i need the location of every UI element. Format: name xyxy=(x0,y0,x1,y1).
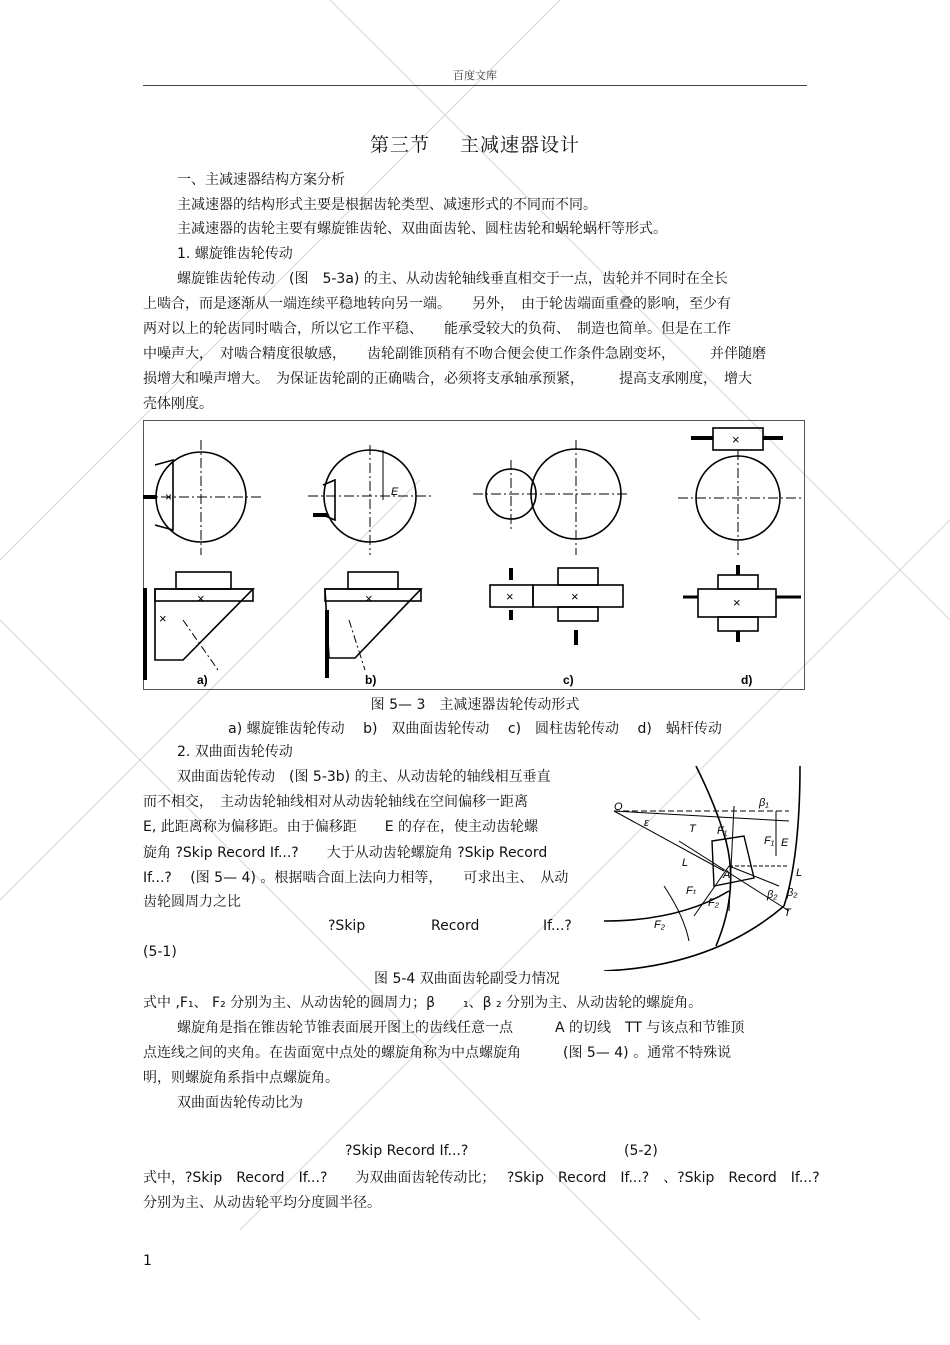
fig54-label-f1: F₁ xyxy=(717,825,728,837)
figure-5-3-caption: 图 5— 3 主减速器齿轮传动形式 xyxy=(370,697,580,713)
para-line: 明，则螺旋角系指中点螺旋角。 xyxy=(143,1070,339,1086)
offset-e-label: E xyxy=(391,486,399,498)
title-name: 主减速器设计 xyxy=(460,134,581,156)
fig54-label-beta1: β₁ xyxy=(759,797,769,809)
section2-sub2: 2. 双曲面齿轮传动 xyxy=(177,744,293,760)
fig54-label-l2: L xyxy=(796,867,803,879)
para-line: E, 此距离称为偏移距。由于偏移距 E 的存在，使主动齿轮螺 xyxy=(143,819,539,835)
svg-text:×: × xyxy=(733,595,741,610)
equation-number-5-1: (5-1) xyxy=(143,944,177,960)
skip-word: Record xyxy=(431,918,480,934)
para-line: 齿轮圆周力之比 xyxy=(143,894,241,910)
svg-text:×: × xyxy=(159,611,167,626)
para-line: 双曲面齿轮传动 (图 5-3b) 的主、从动齿轮的轴线相互垂直 xyxy=(177,769,551,785)
para-line: 两对以上的轮齿同时啮合，所以它工作平稳、 能承受较大的负荷、 制造也简单。但是在工作 xyxy=(143,321,731,337)
para-line: 式中，?Skip Record If...? 为双曲面齿轮传动比； ?Skip Record If...? 、?Skip Record If...? xyxy=(143,1170,820,1186)
fig54-label-beta2b: β₂ xyxy=(787,887,798,899)
para-line: 分别为主、从动齿轮平均分度圆半径。 xyxy=(143,1195,381,1211)
figure-5-4-caption: 图 5-4 双曲面齿轮副受力情况 xyxy=(374,971,560,987)
para-line: 螺旋锥齿轮传动 (图 5-3a) 的主、从动齿轮轴线垂直相交于一点，齿轮并不同时在全长 xyxy=(177,271,728,287)
para-line: 螺旋角是指在锥齿轮节锥表面展开图上的齿线任意一点 A 的切线 TT 与该点和节锥顶 xyxy=(177,1020,745,1036)
para-line: If...? (图 5— 4) 。根据啮合面上法向力相等， 可求出主、 从动 xyxy=(143,870,569,886)
para-line: 双曲面齿轮传动比为 xyxy=(177,1095,303,1111)
svg-text:×: × xyxy=(365,591,373,606)
fig54-label-l1: L xyxy=(682,857,689,869)
header-rule xyxy=(143,85,807,86)
section1-heading: 一、主减速器结构方案分析 xyxy=(177,172,345,188)
fig54-label-t1: T xyxy=(689,823,696,835)
figure-label-a: a) xyxy=(197,673,208,687)
para-line: 而不相交， 主动齿轮轴线相对从动齿轮轴线在空间偏移一距离 xyxy=(143,794,528,810)
svg-text:×: × xyxy=(197,591,205,606)
fig54-label-o: O xyxy=(614,801,623,813)
svg-text:×: × xyxy=(732,432,740,447)
fig54-label-f2: F₂ xyxy=(708,897,719,909)
figure-5-3-gear-drives xyxy=(143,420,805,690)
para-line: 点连线之间的夹角。在齿面宽中点处的螺旋角称为中点螺旋角 (图 5— 4) 。通常不特殊说 xyxy=(143,1045,732,1061)
para-line: 中噪声大， 对啮合精度很敏感， 齿轮副锥顶稍有不吻合便会使工作条件急剧变坏， 并伴随磨 xyxy=(143,346,766,362)
fig54-label-t2: T xyxy=(784,907,791,919)
para-line: 旋角 ?Skip Record If...? 大于从动齿轮螺旋角 ?Skip Record xyxy=(143,845,548,861)
skip-word: If...? xyxy=(543,918,572,934)
fig54-label-a: A xyxy=(723,869,731,881)
fig54-label-ft: Fₜ xyxy=(686,885,696,897)
para-line: 上啮合，而是逐渐从一端连续平稳地转向另一端。 另外， 由于轮齿端面重叠的影响，至少有 xyxy=(143,296,731,312)
title-section: 第三节 xyxy=(369,134,430,156)
fig54-label-f1b: F₁ xyxy=(764,835,775,847)
svg-text:×: × xyxy=(571,589,579,604)
page-number: 1 xyxy=(143,1253,152,1269)
fig54-label-e: E xyxy=(781,837,789,849)
figure-label-b: b) xyxy=(365,673,377,687)
para-line: 壳体刚度。 xyxy=(143,396,213,412)
figure-5-4-force-diagram xyxy=(604,766,804,971)
section1-p2: 主减速器的齿轮主要有螺旋锥齿轮、双曲面齿轮、圆柱齿轮和蜗轮蜗杆等形式。 xyxy=(177,221,667,237)
para-line: 式中 ,F₁、 F₂ 分别为主、从动齿轮的圆周力；β ₁、β ₂ 分别为主、从动齿轮的螺旋角。 xyxy=(143,995,703,1011)
skip-word: ?Skip xyxy=(328,918,366,934)
page-title xyxy=(0,130,950,157)
equation-5-2-skip: ?Skip Record If...? xyxy=(345,1143,469,1159)
svg-text:×: × xyxy=(165,490,173,504)
fig54-label-beta2: β₂ xyxy=(767,889,778,901)
fig54-label-eps: ε xyxy=(644,817,649,829)
fig54-label-f2b: F₂ xyxy=(654,919,665,931)
svg-text:×: × xyxy=(506,589,514,604)
section1-p1: 主减速器的结构形式主要是根据齿轮类型、减速形式的不同而不同。 xyxy=(177,197,597,213)
equation-number-5-2: (5-2) xyxy=(624,1143,658,1159)
section1-sub1: 1. 螺旋锥齿轮传动 xyxy=(177,246,293,262)
para-line: 损增大和噪声增大。 为保证齿轮副的正确啮合，必须将支承轴承预紧， 提高支承刚度， 增大 xyxy=(143,371,752,387)
header-site: 百度文库 xyxy=(453,69,497,82)
figure-label-c: c) xyxy=(563,673,574,687)
figure-5-3-subcaption: a) 螺旋锥齿轮传动 b) 双曲面齿轮传动 c) 圆柱齿轮传动 d) 蜗杆传动 xyxy=(228,721,722,737)
figure-label-d: d) xyxy=(741,673,753,687)
